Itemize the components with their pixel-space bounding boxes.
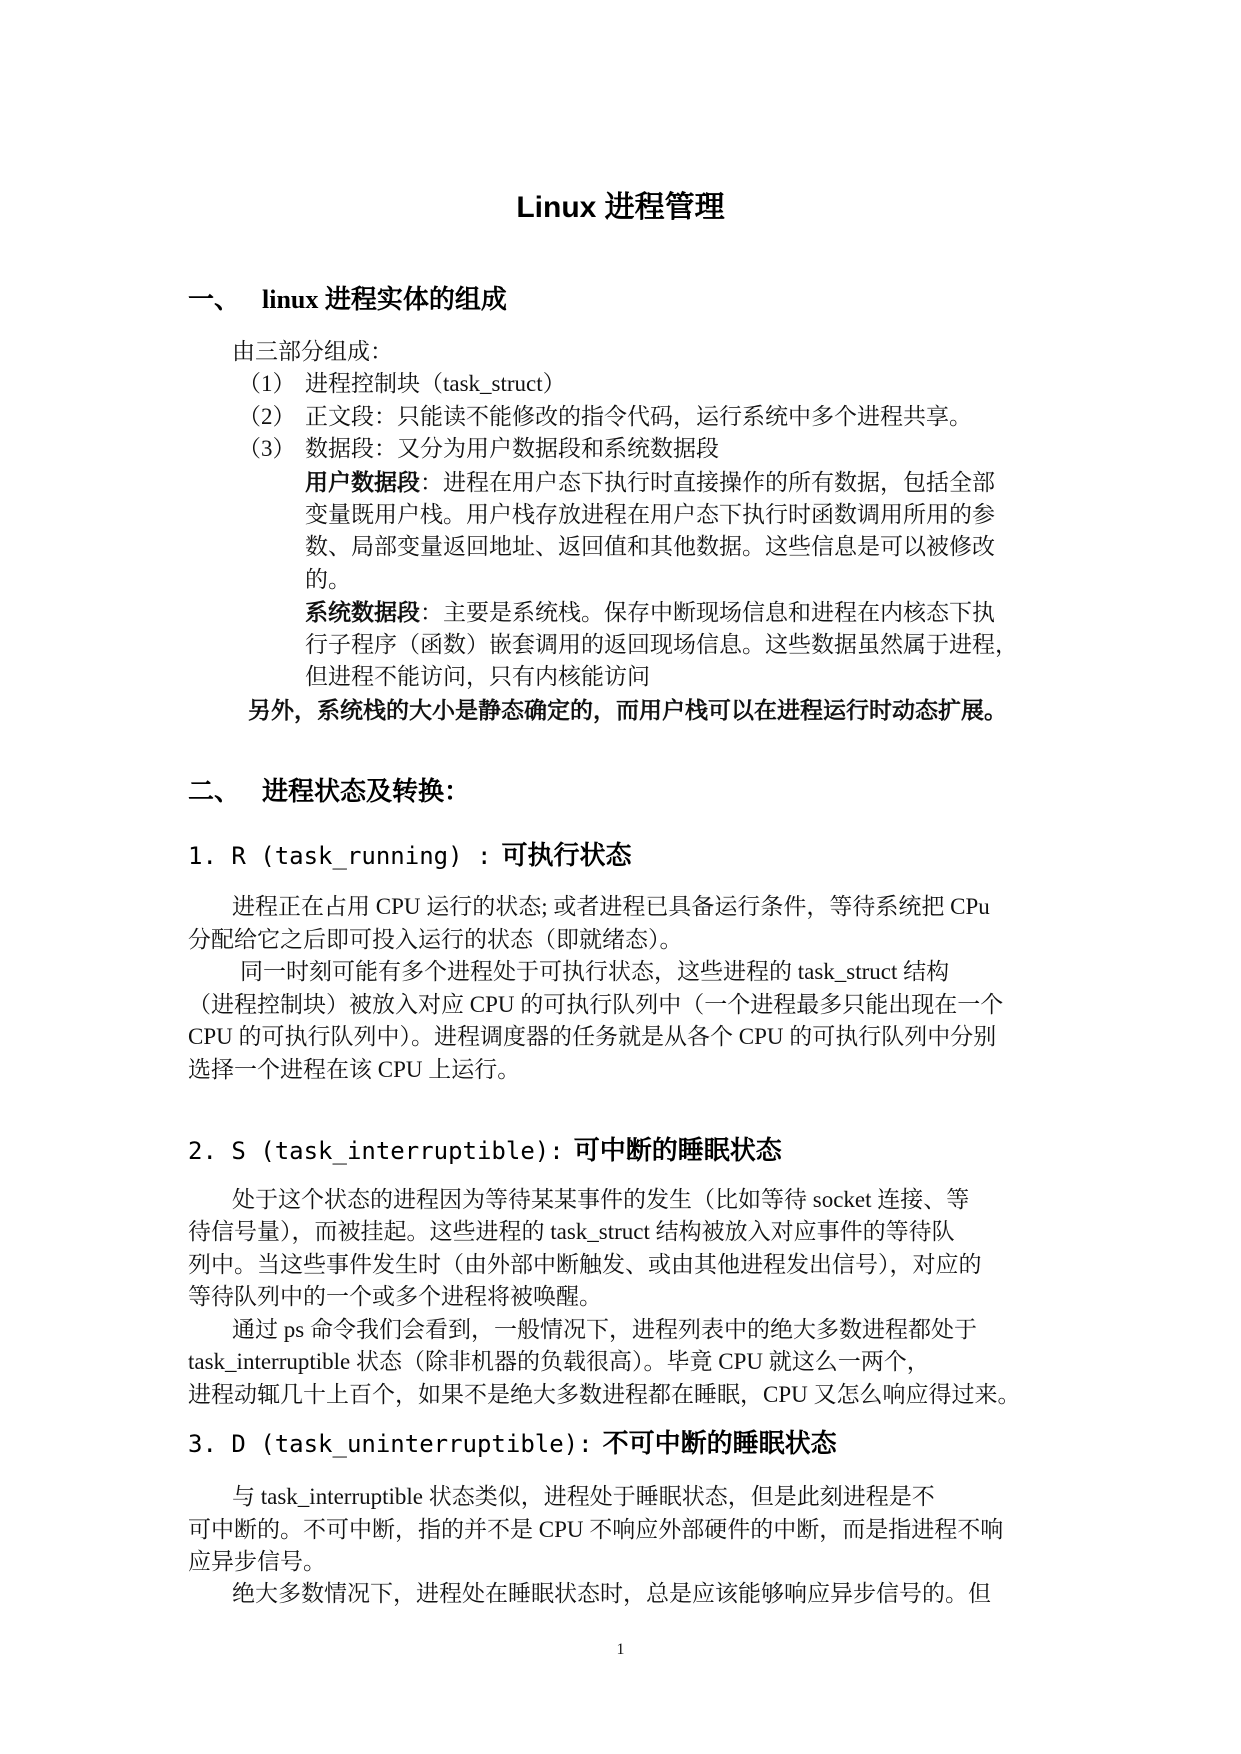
- state-r-title: 可执行状态: [501, 840, 632, 870]
- page-number: 1: [616, 1641, 625, 1658]
- paragraph-line: 选择一个进程在该 CPU 上运行。: [188, 1057, 521, 1082]
- user-segment-line: [305, 467, 995, 498]
- user-segment-line: 的。: [305, 567, 351, 592]
- paragraph-line: 列中。当这些事件发生时（由外部中断触发、或由其他进程发出信号），对应的: [188, 1252, 982, 1277]
- list-item-number: （2）: [238, 404, 296, 429]
- state-d-heading: [188, 1427, 837, 1460]
- system-segment-line: [305, 597, 995, 628]
- state-s-heading: [188, 1134, 782, 1167]
- paragraph-line: 通过 ps 命令我们会看到，一般情况下，进程列表中的绝大多数进程都处于: [232, 1317, 977, 1342]
- paragraph-line: 与 task_interruptible 状态类似，进程处于睡眠状态，但是此刻进程是不: [232, 1484, 935, 1509]
- paragraph-line: 等待队列中的一个或多个进程将被唤醒。: [188, 1284, 602, 1309]
- paragraph-line: 进程正在占用 CPU 运行的状态; 或者进程已具备运行条件，等待系统把 CPu: [232, 894, 990, 919]
- stack-size-note: 另外，系统栈的大小是静态确定的，而用户栈可以在进程运行时动态扩展。: [248, 697, 1007, 723]
- paragraph-line: 分配给它之后即可投入运行的状态（即就绪态）。: [188, 927, 683, 952]
- section-1-number: 一、: [188, 285, 241, 314]
- paragraph-line: 绝大多数情况下，进程处在睡眠状态时，总是应该能够响应异步信号的。但: [232, 1581, 991, 1606]
- user-segment-text: ：进程在用户态下执行时直接操作的所有数据，包括全部: [420, 470, 995, 495]
- user-segment-line: 数、局部变量返回地址、返回值和其他数据。这些信息是可以被修改: [305, 534, 995, 559]
- system-segment-line: 行子程序（函数）嵌套调用的返回现场信息。这些数据虽然属于进程，: [305, 632, 1018, 657]
- list-item-text: 数据段：又分为用户数据段和系统数据段: [305, 436, 719, 461]
- user-segment-line: 变量既用户栈。用户栈存放进程在用户态下执行时函数调用所用的参: [305, 502, 995, 527]
- section-2-heading: 进程状态及转换：: [262, 777, 471, 806]
- system-segment-text: ：主要是系统栈。保存中断现场信息和进程在内核态下执: [420, 600, 995, 625]
- list-item-number: （3）: [238, 436, 296, 461]
- section-1-heading: linux 进程实体的组成: [262, 285, 507, 314]
- section-2-number: 二、: [188, 777, 241, 806]
- user-segment-label: 用户数据段: [305, 469, 420, 495]
- document-title: Linux 进程管理: [516, 191, 725, 224]
- state-d-title: 不可中断的睡眠状态: [602, 1428, 837, 1458]
- paragraph-line: （进程控制块）被放入对应 CPU 的可执行队列中（一个进程最多只能出现在一个: [188, 992, 1004, 1017]
- paragraph-line: 处于这个状态的进程因为等待某某事件的发生（比如等待 socket 连接、等: [232, 1187, 970, 1212]
- paragraph-line: task_interruptible 状态（除非机器的负载很高）。毕竟 CPU 就这么一两个，: [188, 1349, 930, 1374]
- list-item-text: 正文段：只能读不能修改的指令代码，运行系统中多个进程共享。: [305, 404, 972, 429]
- paragraph-line: CPU 的可执行队列中）。进程调度器的任务就是从各个 CPU 的可执行队列中分别: [188, 1024, 997, 1049]
- paragraph-line: 应异步信号。: [188, 1549, 326, 1574]
- paragraph-line: 待信号量），而被挂起。这些进程的 task_struct 结构被放入对应事件的等待队: [188, 1219, 955, 1244]
- system-segment-label: 系统数据段: [305, 599, 420, 625]
- list-item-text: 进程控制块（task_struct）: [305, 371, 566, 396]
- state-r-heading: [188, 839, 631, 872]
- state-d-code: 3. D (task_uninterruptible):: [188, 1430, 593, 1458]
- section-1-intro: 由三部分组成：: [232, 339, 393, 364]
- list-item-number: （1）: [238, 371, 296, 396]
- system-segment-line: 但进程不能访问，只有内核能访问: [305, 664, 650, 689]
- paragraph-line: 进程动辄几十上百个，如果不是绝大多数进程都在睡眠，CPU 又怎么响应得过来。: [188, 1382, 1021, 1407]
- state-s-code: 2. S (task_interruptible):: [188, 1137, 564, 1165]
- state-r-code: 1. R (task_running) :: [188, 842, 492, 870]
- paragraph-line: 同一时刻可能有多个进程处于可执行状态，这些进程的 task_struct 结构: [240, 959, 950, 984]
- state-s-title: 可中断的睡眠状态: [573, 1135, 782, 1165]
- paragraph-line: 可中断的。不可中断，指的并不是 CPU 不响应外部硬件的中断，而是指进程不响: [188, 1517, 1004, 1542]
